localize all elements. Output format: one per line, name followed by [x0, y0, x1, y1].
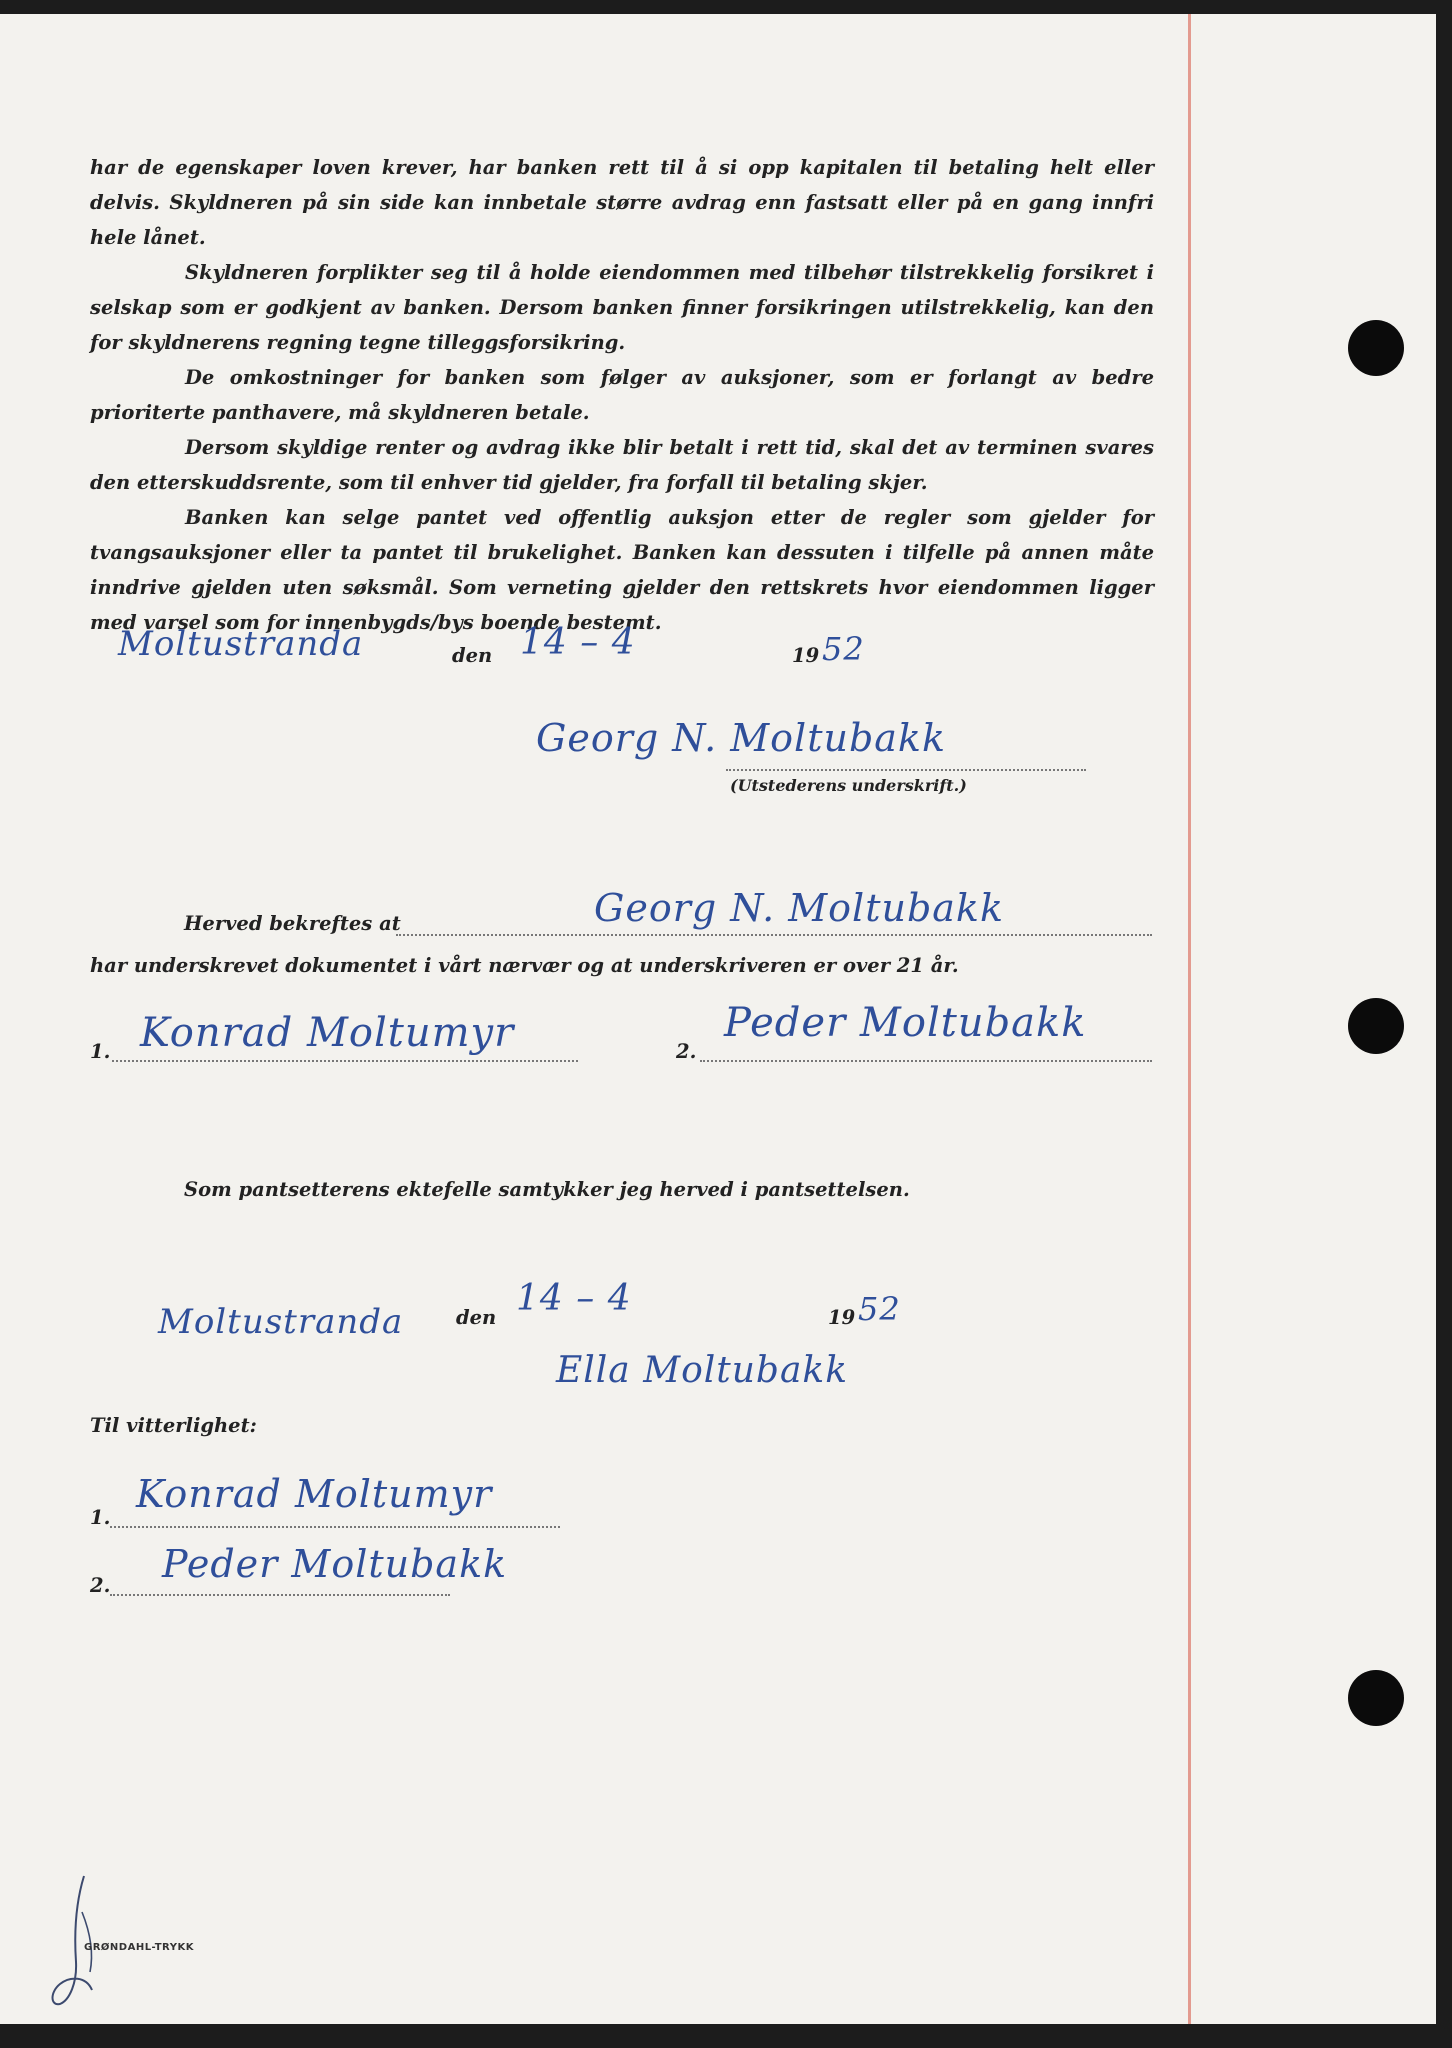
printer-mark: GRØNDAHL-TRYKK [84, 1942, 194, 1953]
terms-text [90, 150, 1154, 640]
den-label-2: den [456, 1306, 497, 1329]
den-label-1: den [452, 644, 493, 667]
attest-witness-2-number: 2. [90, 1574, 111, 1597]
paragraph-5: Banken kan selge pantet ved offentlig auksjon etter de regler som gjelder for tvangsauksjoner eller ta pantet til brukelighet. Banken kan dessuten i tilfelle på annen måte inndrive gjelden uten søksmål. Som verneting gjelder den rettskrets hvor eiendommen ligger med varsel som for innenbygds/bys boende bestemt. [90, 506, 1154, 634]
punch-hole-top [1348, 320, 1404, 376]
paragraph-4: Dersom skyldige renter og avdrag ikke blir betalt i rett tid, skal det av terminen svares den etterskuddsrente, som til enhver tid gjelder, fra forfall til betaling skjer. [90, 436, 1154, 494]
witness-2-line [700, 1060, 1152, 1062]
date-handwritten-1: 14 – 4 [520, 622, 636, 663]
punch-hole-bottom [1348, 1670, 1404, 1726]
herved-bekreftes-label: Herved bekreftes at [184, 912, 401, 935]
attest-witness-2-signature: Peder Moltubakk [162, 1542, 508, 1586]
witness-2-number: 2. [676, 1040, 697, 1063]
witness-1-line [112, 1060, 578, 1062]
year-handwritten-2: 52 [858, 1290, 901, 1328]
attest-witness-1-line [110, 1526, 560, 1528]
document-page [0, 14, 1436, 2024]
witness-2-signature: Peder Moltubakk [724, 1000, 1087, 1046]
confirmed-signer-name: Georg N. Moltubakk [594, 886, 1004, 930]
year-printed-2: 19 [828, 1306, 856, 1329]
paragraph-2: Skyldneren forplikter seg til å holde eiendommen med tilbehør tilstrekkelig forsikret i selskap som er godkjent av banken. Dersom banken finner forsikringen utilstrekkelig, kan den for skyldnerens regning tegne tilleggsforsikring. [90, 261, 1154, 354]
til-vitterlighet-label: Til vitterlighet: [90, 1414, 257, 1437]
place-handwritten-2: Moltustranda [158, 1302, 404, 1342]
attest-witness-1-number: 1. [90, 1506, 111, 1529]
paragraph-1: har de egenskaper loven krever, har banken rett til å si opp kapitalen til betaling helt eller delvis. Skyldneren på sin side kan innbetale større avdrag enn fastsatt eller på en gang innfri hele lånet. [90, 156, 1154, 249]
punch-hole-middle [1348, 998, 1404, 1054]
issuer-signature-line [726, 769, 1086, 771]
paragraph-3: De omkostninger for banken som følger av auksjoner, som er forlangt av bedre prioriterte panthavere, må skyldneren betale. [90, 366, 1154, 424]
witness-1-number: 1. [90, 1040, 111, 1063]
confirmation-statement: har underskrevet dokumentet i vårt nærvær og at underskriveren er over 21 år. [90, 954, 959, 977]
spouse-consent-statement: Som pantsetterens ektefelle samtykker jeg herved i pantsettelsen. [184, 1178, 910, 1201]
margin-line [1188, 14, 1191, 2024]
issuer-signature-caption: (Utstederens underskrift.) [730, 776, 967, 795]
spouse-signature: Ella Moltubakk [556, 1350, 849, 1391]
issuer-signature: Georg N. Moltubakk [536, 716, 946, 760]
place-handwritten-1: Moltustranda [118, 624, 364, 664]
confirmed-signer-line [396, 934, 1152, 936]
year-handwritten-1: 52 [822, 630, 865, 668]
year-printed-1: 19 [792, 644, 820, 667]
attest-witness-2-line [110, 1594, 450, 1596]
witness-1-signature: Konrad Moltumyr [140, 1010, 515, 1056]
date-handwritten-2: 14 – 4 [516, 1278, 632, 1319]
attest-witness-1-signature: Konrad Moltumyr [136, 1472, 493, 1516]
